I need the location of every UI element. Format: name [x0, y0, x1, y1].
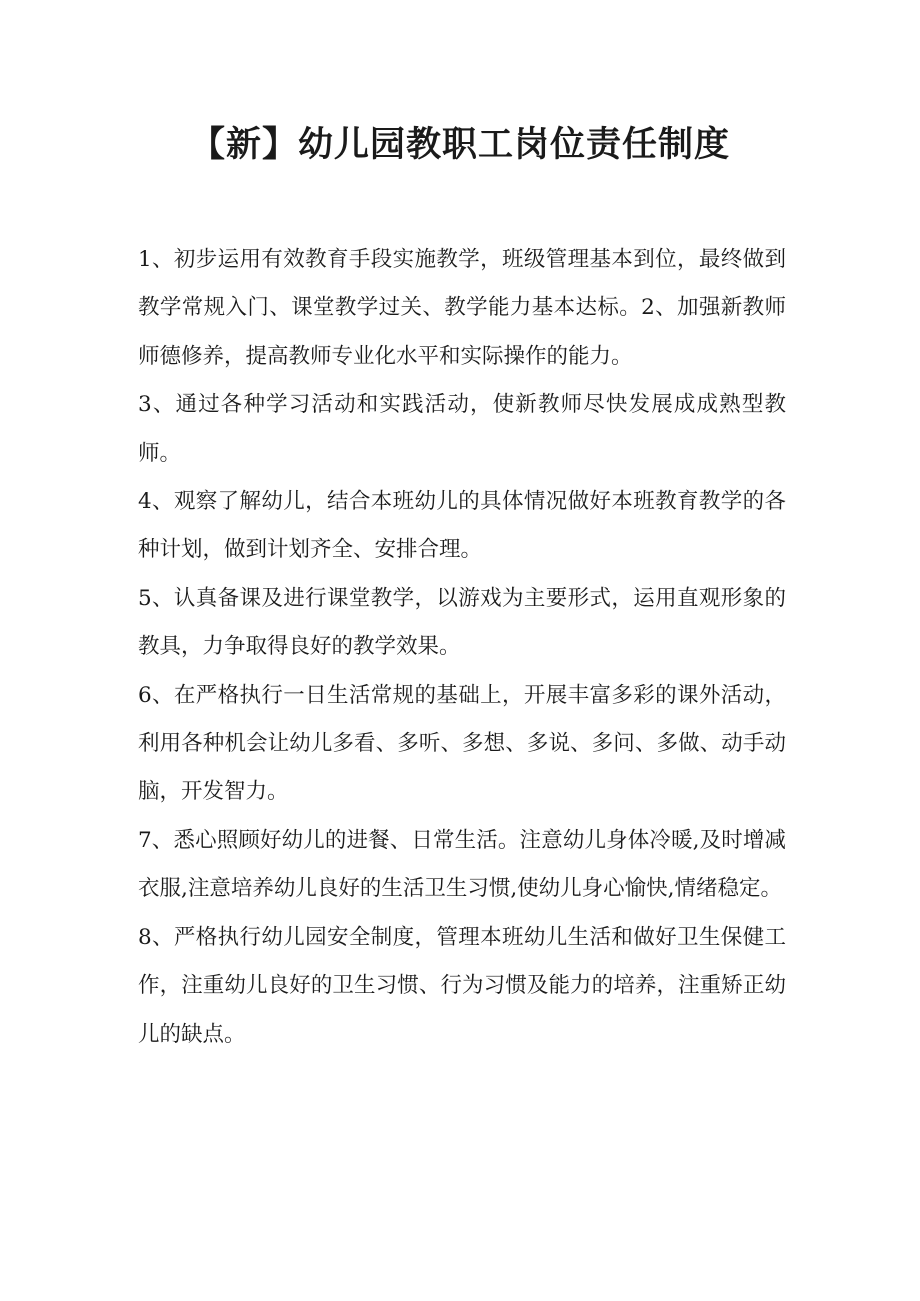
- paragraph-8: 8、严格执行幼儿园安全制度，管理本班幼儿生活和做好卫生保健工作，注重幼儿良好的卫生习惯、行为习惯及能力的培养，注重矫正幼儿的缺点。: [138, 924, 786, 1047]
- paragraph-6: 6、在严格执行一日生活常规的基础上，开展丰富多彩的课外活动，利用各种机会让幼儿多看、多听、多想、多说、多问、多做、动手动脑，开发智力。: [138, 682, 786, 805]
- paragraph-4: 4、观察了解幼儿，结合本班幼儿的具体情况做好本班教育教学的各种计划，做到计划齐全、安排合理。: [138, 489, 786, 563]
- paragraph-1: 1、初步运用有效教育手段实施教学，班级管理基本到位，最终做到教学常规入门、课堂教学过关、教学能力基本达标。2、加强新教师师德修养，提高教师专业化水平和实际操作的能力。: [138, 247, 786, 369]
- document-title: 【新】幼儿园教职工岗位责任制度: [189, 125, 730, 165]
- document-body: [138, 236, 786, 1059]
- paragraph-5: 5、认真备课及进行课堂教学，以游戏为主要形式，运用直观形象的教具，力争取得良好的教学效果。: [138, 585, 786, 660]
- paragraph-7: 7、悉心照顾好幼儿的进餐、日常生活。注意幼儿身体冷暖,及时增减衣服,注意培养幼儿良好的生活卫生习惯,使幼儿身心愉快,情绪稳定。: [138, 827, 786, 902]
- paragraph-3: 3、通过各种学习活动和实践活动，使新教师尽快发展成成熟型教师。: [138, 392, 786, 466]
